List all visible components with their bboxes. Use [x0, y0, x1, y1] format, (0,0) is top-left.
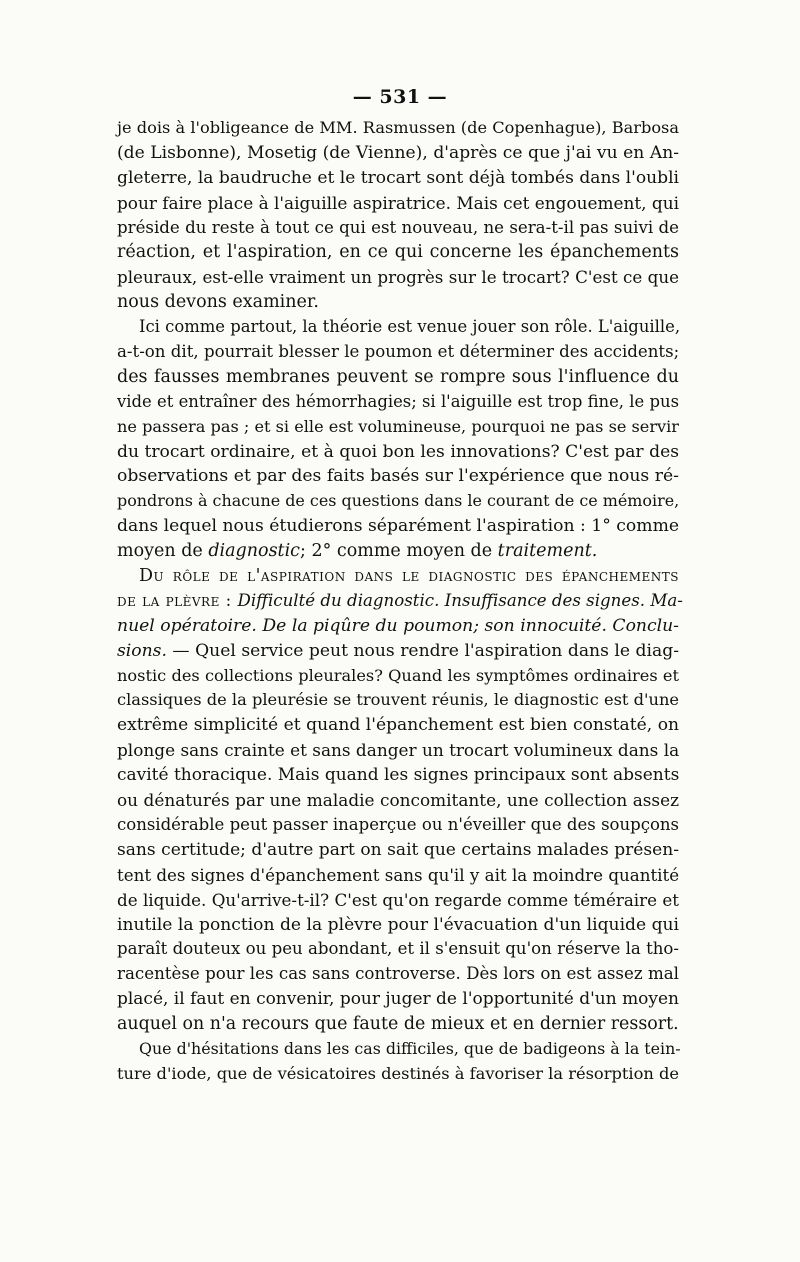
text-line: ou dénaturés par une maladie concomitante, une collection assez: [117, 790, 679, 811]
text-line: ture d'iode, que de vésicatoires destinés à favoriser la résorption de: [117, 1063, 680, 1083]
text-line: nous devons examiner.: [117, 292, 319, 313]
text-line: pour faire place à l'aiguille aspiratrice. Mais cet engouement, qui: [117, 192, 680, 213]
page-number: — 531 —: [352, 86, 448, 108]
text-line: je dois à l'obligeance de MM. Rasmussen (de Copenhague), Barbosa: [117, 118, 679, 137]
text-line: considérable peut passer inaperçue ou n'éveiller que des soupçons: [117, 814, 679, 834]
italic-term: traitement.: [497, 541, 598, 562]
text-line: auquel on n'a recours que faute de mieux et en dernier ressort.: [117, 1014, 679, 1035]
text-line: sans certitude; d'autre part on sait que certains malades présen-: [117, 839, 679, 860]
text-line: nostic des collections pleurales? Quand les symptômes ordinaires et: [117, 665, 679, 685]
text-line: [117, 589, 683, 614]
text-line: préside du reste à tout ce qui est nouveau, ne sera-t-il pas suivi de: [117, 217, 679, 237]
text-line: du trocart ordinaire, et à quoi bon les innovations? C'est par des: [117, 441, 679, 462]
text-line: a-t-on dit, pourrait blesser le poumon et déterminer des accidents;: [117, 342, 680, 362]
text-line: [117, 539, 679, 564]
paragraph-4: [117, 1037, 679, 1087]
text-line: tent des signes d'épanchement sans qu'il y ait la moindre quantité: [117, 864, 680, 885]
text-run: ; 2° comme moyen de: [299, 541, 498, 562]
section-heading: [117, 564, 679, 589]
text-line: Ici comme partout, la théorie est venue jouer son rôle. L'aiguille,: [139, 317, 681, 337]
body-text: [117, 116, 683, 1087]
text-line: inutile la ponction de la plèvre pour l'évacuation d'un liquide qui: [117, 914, 679, 935]
text-line: plonge sans crainte et sans danger un trocart volumineux dans la: [117, 740, 680, 761]
text-line: gleterre, la baudruche et le trocart sont déjà tombés dans l'oubli: [117, 167, 680, 188]
paragraph-3: [117, 564, 683, 1037]
paragraph-2: [117, 315, 679, 564]
text-line: pleuraux, est-elle vraiment un progrès sur le trocart? C'est ce que: [117, 267, 679, 288]
heading-italic: Difficulté du diagnostic. Insuffisance des signes. Ma-: [237, 590, 683, 610]
text-line: vide et entraîner des hémorrhagies; si l'aiguille est trop fine, le pus: [117, 391, 679, 411]
text-line: racentèse pour les cas sans controverse. Dès lors on est assez mal: [117, 964, 679, 984]
text-line: dans lequel nous étudierons séparément l'aspiration : 1° comme: [117, 516, 680, 537]
text-line: extrême simplicité et quand l'épanchement est bien constaté, on: [117, 715, 679, 736]
text-run: moyen de: [117, 541, 209, 562]
text-line: de liquide. Qu'arrive-t-il? C'est qu'on regarde comme téméraire et: [117, 889, 679, 910]
italic-term: diagnostic: [208, 541, 300, 562]
text-line: [117, 614, 679, 639]
text-line: classiques de la pleurésie se trouvent réunis, le diagnostic est d'une: [117, 690, 679, 710]
heading-italic: nuel opératoire. De la piqûre du poumon; son innocuité. Conclu-: [117, 615, 679, 636]
text-line: des fausses membranes peuvent se rompre sous l'influence du: [117, 366, 679, 387]
text-line: (de Lisbonne), Mosetig (de Vienne), d'après ce que j'ai vu en An-: [117, 142, 679, 163]
text-line: ne passera pas ; et si elle est volumineuse, pourquoi ne pas se servir: [117, 416, 679, 436]
paragraph-1: [117, 116, 679, 315]
text-line: observations et par des faits basés sur l'expérience que nous ré-: [117, 466, 679, 487]
text-line: cavité thoracique. Mais quand les signes principaux sont absents: [117, 765, 680, 786]
heading-smallcaps: de la plèvre :: [117, 590, 238, 610]
text-line: placé, il faut en convenir, pour juger de l'opportunité d'un moyen: [117, 989, 679, 1010]
heading-italic: sions.: [117, 640, 167, 661]
text-line: Que d'hésitations dans les cas difficiles, que de badigeons à la tein-: [139, 1038, 681, 1058]
text-run: — Quel service peut nous rendre l'aspiration dans le diag-: [166, 640, 679, 661]
heading-smallcaps: Du rôle de l'aspiration dans le diagnostic des épanchements: [139, 566, 679, 587]
text-line: [117, 639, 679, 664]
text-line: pondrons à chacune de ces questions dans le courant de ce mémoire,: [117, 491, 680, 511]
text-line: réaction, et l'aspiration, en ce qui concerne les épanchements: [117, 242, 679, 263]
text-line: paraît douteux ou peu abondant, et il s'ensuit qu'on réserve la tho-: [117, 939, 679, 959]
